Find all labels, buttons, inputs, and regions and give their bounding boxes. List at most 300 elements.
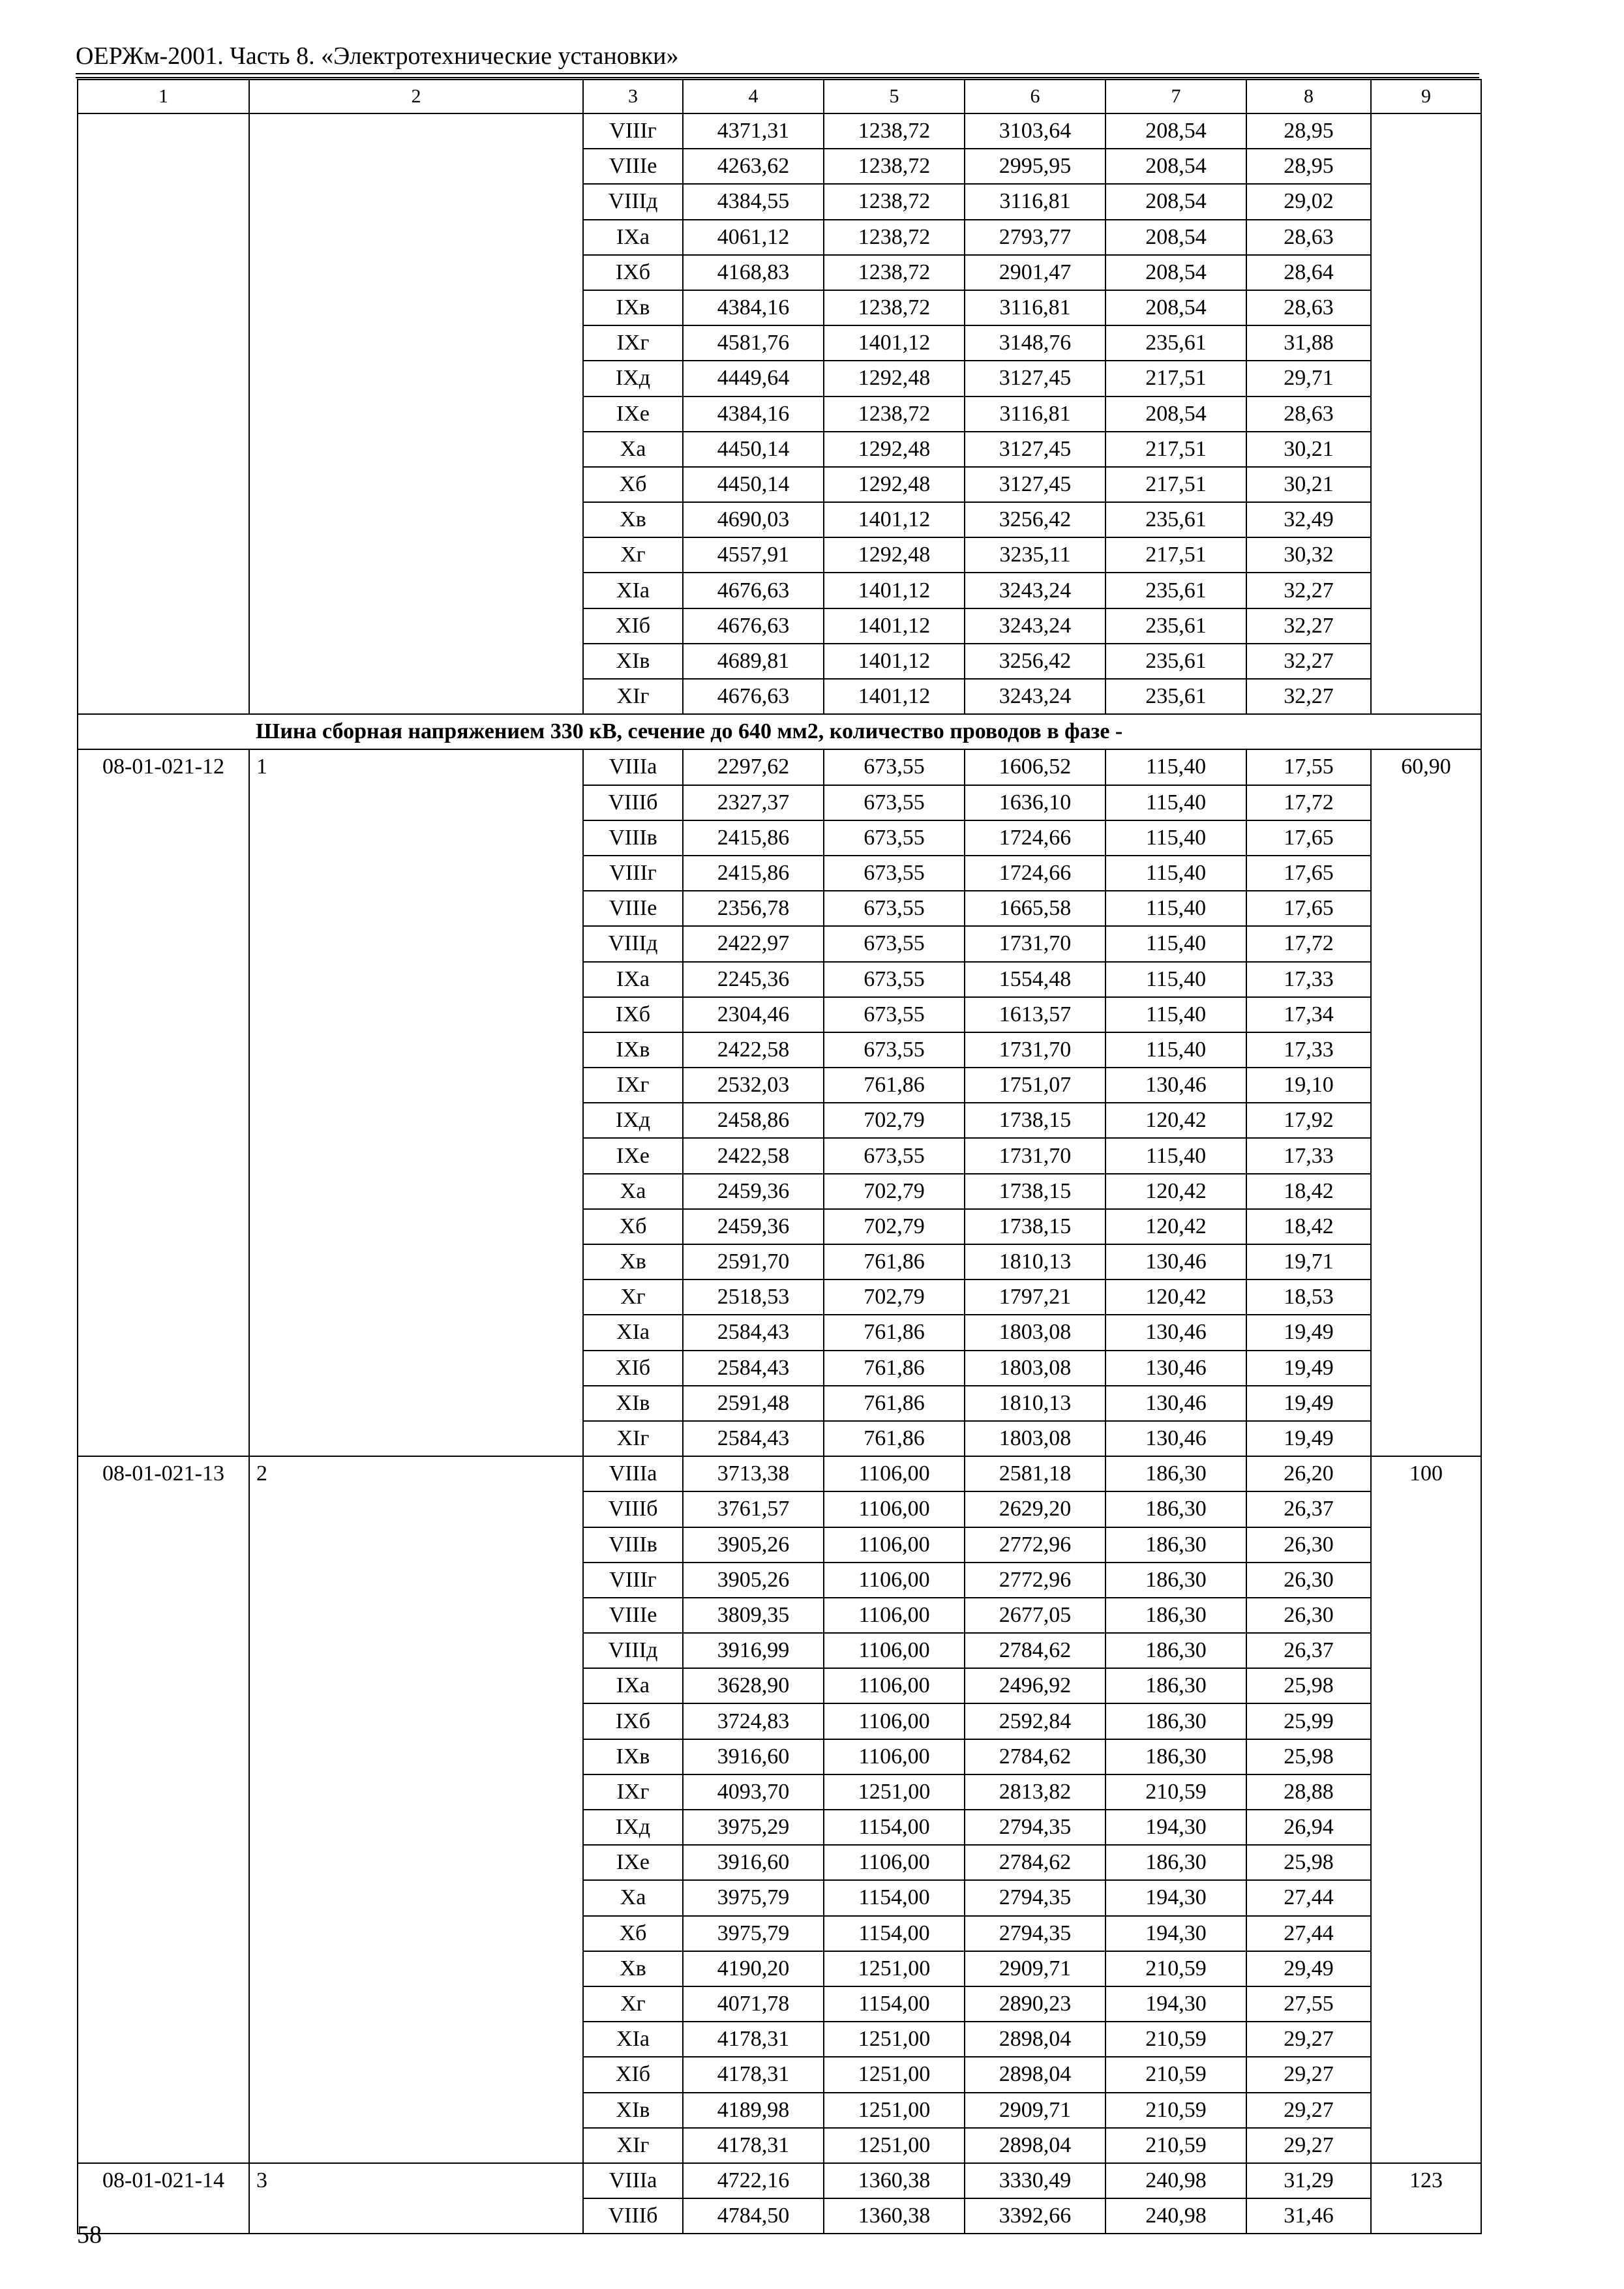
table-row bbox=[78, 1456, 1481, 1491]
value-cell-5: 1401,12 bbox=[824, 679, 965, 714]
value-cell-8: 18,42 bbox=[1246, 1174, 1371, 1209]
value-cell-4: 4690,03 bbox=[683, 502, 824, 537]
value-cell-8: 17,34 bbox=[1246, 997, 1371, 1032]
value-cell-8: 27,44 bbox=[1246, 1880, 1371, 1915]
value-cell-6: 3103,64 bbox=[965, 113, 1105, 149]
value-cell-8: 25,98 bbox=[1246, 1739, 1371, 1774]
value-cell-7: 186,30 bbox=[1105, 1703, 1246, 1739]
row-code-cell: VIIIд bbox=[583, 1633, 683, 1668]
value-cell-4: 4371,31 bbox=[683, 113, 824, 149]
value-cell-4: 3713,38 bbox=[683, 1456, 824, 1491]
value-cell-8: 26,20 bbox=[1246, 1456, 1371, 1491]
value-cell-8: 18,53 bbox=[1246, 1279, 1371, 1315]
value-cell-4: 2422,58 bbox=[683, 1138, 824, 1173]
value-cell-4: 2422,58 bbox=[683, 1032, 824, 1068]
value-cell-8: 29,27 bbox=[1246, 2022, 1371, 2057]
value-cell-5: 1106,00 bbox=[824, 1527, 965, 1563]
value-cell-4: 4061,12 bbox=[683, 220, 824, 255]
value-cell-7: 130,46 bbox=[1105, 1244, 1246, 1279]
value-cell-8: 17,65 bbox=[1246, 891, 1371, 926]
value-cell-6: 2909,71 bbox=[965, 1951, 1105, 1986]
row-code-cell: VIIIг bbox=[583, 113, 683, 149]
value-cell-4: 4450,14 bbox=[683, 432, 824, 467]
row-code-cell: VIIIб bbox=[583, 1491, 683, 1527]
value-cell-6: 3392,66 bbox=[965, 2198, 1105, 2234]
value-cell-8: 29,49 bbox=[1246, 1951, 1371, 1986]
value-cell-7: 194,30 bbox=[1105, 1986, 1246, 2022]
value-cell-5: 702,79 bbox=[824, 1174, 965, 1209]
value-cell-7: 115,40 bbox=[1105, 856, 1246, 891]
value-cell-4: 3724,83 bbox=[683, 1703, 824, 1739]
row-code-cell: IXг bbox=[583, 1068, 683, 1103]
value-cell-6: 2909,71 bbox=[965, 2093, 1105, 2128]
value-cell-8: 19,10 bbox=[1246, 1068, 1371, 1103]
value-cell-5: 673,55 bbox=[824, 749, 965, 785]
value-cell-5: 761,86 bbox=[824, 1421, 965, 1456]
value-cell-6: 2677,05 bbox=[965, 1598, 1105, 1633]
row-code-cell: VIIIa bbox=[583, 2163, 683, 2198]
header-rule-bottom bbox=[76, 77, 1479, 78]
value-cell-7: 115,40 bbox=[1105, 785, 1246, 820]
column-number: 8 bbox=[1246, 80, 1371, 113]
value-cell-6: 1731,70 bbox=[965, 926, 1105, 961]
value-cell-7: 186,30 bbox=[1105, 1491, 1246, 1527]
row-code-cell: IXг bbox=[583, 1774, 683, 1810]
value-cell-7: 217,51 bbox=[1105, 361, 1246, 396]
value-cell-4: 3975,29 bbox=[683, 1810, 824, 1845]
value-cell-8: 30,21 bbox=[1246, 467, 1371, 502]
value-cell-6: 3256,42 bbox=[965, 644, 1105, 679]
value-cell-6: 3243,24 bbox=[965, 573, 1105, 608]
value-cell-6: 1665,58 bbox=[965, 891, 1105, 926]
value-cell-5: 761,86 bbox=[824, 1386, 965, 1421]
value-cell-5: 673,55 bbox=[824, 891, 965, 926]
row-code-cell: Xв bbox=[583, 1951, 683, 1986]
value-cell-5: 1106,00 bbox=[824, 1563, 965, 1598]
value-cell-7: 208,54 bbox=[1105, 184, 1246, 219]
value-cell-6: 1724,66 bbox=[965, 856, 1105, 891]
value-cell-6: 3127,45 bbox=[965, 432, 1105, 467]
value-cell-4: 4093,70 bbox=[683, 1774, 824, 1810]
value-cell-4: 4384,16 bbox=[683, 396, 824, 432]
value-cell-8: 25,98 bbox=[1246, 1845, 1371, 1880]
value-cell-7: 208,54 bbox=[1105, 149, 1246, 184]
value-cell-5: 1360,38 bbox=[824, 2163, 965, 2198]
row-code-cell: Xв bbox=[583, 1244, 683, 1279]
value-cell-4: 3916,99 bbox=[683, 1633, 824, 1668]
value-cell-6: 1797,21 bbox=[965, 1279, 1105, 1315]
value-cell-5: 1238,72 bbox=[824, 184, 965, 219]
value-cell-8: 19,49 bbox=[1246, 1351, 1371, 1386]
value-cell-7: 217,51 bbox=[1105, 432, 1246, 467]
value-cell-6: 1738,15 bbox=[965, 1174, 1105, 1209]
value-cell-4: 2458,86 bbox=[683, 1103, 824, 1138]
value-cell-5: 1251,00 bbox=[824, 2022, 965, 2057]
value-cell-5: 673,55 bbox=[824, 962, 965, 997]
value-cell-7: 210,59 bbox=[1105, 1951, 1246, 1986]
value-cell-6: 1613,57 bbox=[965, 997, 1105, 1032]
row-code-cell: XIв bbox=[583, 644, 683, 679]
value-cell-5: 1238,72 bbox=[824, 149, 965, 184]
value-cell-6: 2581,18 bbox=[965, 1456, 1105, 1491]
value-cell-4: 2415,86 bbox=[683, 856, 824, 891]
value-cell-7: 130,46 bbox=[1105, 1421, 1246, 1456]
rate-subitem-cell: 2 bbox=[249, 1456, 583, 2163]
value-cell-6: 2629,20 bbox=[965, 1491, 1105, 1527]
row-code-cell: IXб bbox=[583, 997, 683, 1032]
value-cell-7: 115,40 bbox=[1105, 891, 1246, 926]
value-cell-7: 240,98 bbox=[1105, 2198, 1246, 2234]
value-cell-6: 3127,45 bbox=[965, 361, 1105, 396]
value-cell-8: 27,44 bbox=[1246, 1916, 1371, 1951]
value-cell-7: 186,30 bbox=[1105, 1563, 1246, 1598]
value-cell-8: 32,27 bbox=[1246, 573, 1371, 608]
value-cell-5: 1360,38 bbox=[824, 2198, 965, 2234]
value-cell-4: 2591,48 bbox=[683, 1386, 824, 1421]
row-code-cell: IXд bbox=[583, 1810, 683, 1845]
value-cell-5: 1401,12 bbox=[824, 502, 965, 537]
value-cell-6: 2784,62 bbox=[965, 1633, 1105, 1668]
value-cell-4: 4384,16 bbox=[683, 290, 824, 325]
row-code-cell: IXв bbox=[583, 290, 683, 325]
value-cell-7: 210,59 bbox=[1105, 2093, 1246, 2128]
value-cell-6: 2898,04 bbox=[965, 2057, 1105, 2092]
section-title-row bbox=[78, 714, 1481, 749]
rate-subitem-cell: 3 bbox=[249, 2163, 583, 2234]
row-code-cell: IXв bbox=[583, 1739, 683, 1774]
row-code-cell: VIIIб bbox=[583, 785, 683, 820]
value-cell-8: 29,02 bbox=[1246, 184, 1371, 219]
value-cell-5: 673,55 bbox=[824, 820, 965, 856]
rate-col9-cell: 100 bbox=[1371, 1456, 1481, 2163]
value-cell-5: 1106,00 bbox=[824, 1668, 965, 1703]
value-cell-8: 17,33 bbox=[1246, 962, 1371, 997]
value-cell-6: 1803,08 bbox=[965, 1351, 1105, 1386]
value-cell-5: 1154,00 bbox=[824, 1986, 965, 2022]
value-cell-4: 4689,81 bbox=[683, 644, 824, 679]
value-cell-8: 29,27 bbox=[1246, 2093, 1371, 2128]
value-cell-5: 702,79 bbox=[824, 1279, 965, 1315]
value-cell-4: 3916,60 bbox=[683, 1845, 824, 1880]
value-cell-4: 4178,31 bbox=[683, 2022, 824, 2057]
value-cell-6: 1636,10 bbox=[965, 785, 1105, 820]
value-cell-7: 130,46 bbox=[1105, 1315, 1246, 1350]
value-cell-7: 115,40 bbox=[1105, 1032, 1246, 1068]
value-cell-4: 2459,36 bbox=[683, 1209, 824, 1244]
value-cell-7: 115,40 bbox=[1105, 997, 1246, 1032]
value-cell-7: 120,42 bbox=[1105, 1103, 1246, 1138]
value-cell-7: 186,30 bbox=[1105, 1739, 1246, 1774]
value-cell-7: 130,46 bbox=[1105, 1386, 1246, 1421]
value-cell-4: 2584,43 bbox=[683, 1315, 824, 1350]
row-code-cell: VIIIв bbox=[583, 820, 683, 856]
value-cell-4: 3975,79 bbox=[683, 1916, 824, 1951]
value-cell-7: 115,40 bbox=[1105, 820, 1246, 856]
row-code-cell: Xв bbox=[583, 502, 683, 537]
row-code-cell: IXe bbox=[583, 1138, 683, 1173]
value-cell-7: 210,59 bbox=[1105, 1774, 1246, 1810]
value-cell-6: 1554,48 bbox=[965, 962, 1105, 997]
value-cell-5: 1251,00 bbox=[824, 1951, 965, 1986]
value-cell-7: 208,54 bbox=[1105, 220, 1246, 255]
row-code-cell: Xб bbox=[583, 1916, 683, 1951]
value-cell-4: 4263,62 bbox=[683, 149, 824, 184]
row-code-cell: VIIIa bbox=[583, 1456, 683, 1491]
value-cell-5: 1154,00 bbox=[824, 1916, 965, 1951]
value-cell-5: 1401,12 bbox=[824, 608, 965, 644]
value-cell-5: 1238,72 bbox=[824, 396, 965, 432]
value-cell-4: 2297,62 bbox=[683, 749, 824, 785]
row-code-cell: Xa bbox=[583, 1174, 683, 1209]
value-cell-8: 17,65 bbox=[1246, 856, 1371, 891]
value-cell-8: 30,21 bbox=[1246, 432, 1371, 467]
value-cell-8: 28,95 bbox=[1246, 113, 1371, 149]
row-code-cell: XIa bbox=[583, 2022, 683, 2057]
value-cell-8: 17,72 bbox=[1246, 926, 1371, 961]
row-code-cell: Xб bbox=[583, 467, 683, 502]
value-cell-6: 2592,84 bbox=[965, 1703, 1105, 1739]
value-cell-8: 28,88 bbox=[1246, 1774, 1371, 1810]
value-cell-7: 186,30 bbox=[1105, 1668, 1246, 1703]
value-cell-7: 186,30 bbox=[1105, 1456, 1246, 1491]
row-code-cell: VIIIe bbox=[583, 149, 683, 184]
value-cell-8: 28,64 bbox=[1246, 255, 1371, 290]
value-cell-7: 235,61 bbox=[1105, 573, 1246, 608]
value-cell-4: 4676,63 bbox=[683, 608, 824, 644]
value-cell-4: 4449,64 bbox=[683, 361, 824, 396]
row-code-cell: IXд bbox=[583, 361, 683, 396]
value-cell-6: 1606,52 bbox=[965, 749, 1105, 785]
value-cell-7: 217,51 bbox=[1105, 467, 1246, 502]
table-row bbox=[78, 113, 1481, 149]
value-cell-4: 3916,60 bbox=[683, 1739, 824, 1774]
value-cell-6: 2813,82 bbox=[965, 1774, 1105, 1810]
value-cell-8: 32,27 bbox=[1246, 644, 1371, 679]
value-cell-4: 4384,55 bbox=[683, 184, 824, 219]
value-cell-4: 4676,63 bbox=[683, 679, 824, 714]
value-cell-5: 673,55 bbox=[824, 997, 965, 1032]
value-cell-5: 1106,00 bbox=[824, 1491, 965, 1527]
value-cell-6: 1810,13 bbox=[965, 1244, 1105, 1279]
value-cell-4: 2584,43 bbox=[683, 1421, 824, 1456]
value-cell-6: 1751,07 bbox=[965, 1068, 1105, 1103]
value-cell-4: 3975,79 bbox=[683, 1880, 824, 1915]
value-cell-8: 25,98 bbox=[1246, 1668, 1371, 1703]
value-cell-7: 194,30 bbox=[1105, 1810, 1246, 1845]
value-cell-4: 3905,26 bbox=[683, 1563, 824, 1598]
value-cell-6: 3243,24 bbox=[965, 608, 1105, 644]
row-code-cell: VIIIд bbox=[583, 184, 683, 219]
value-cell-6: 3116,81 bbox=[965, 184, 1105, 219]
row-code-cell: IXe bbox=[583, 396, 683, 432]
value-cell-8: 26,30 bbox=[1246, 1598, 1371, 1633]
value-cell-5: 1154,00 bbox=[824, 1810, 965, 1845]
value-cell-4: 4581,76 bbox=[683, 325, 824, 361]
row-code-cell: XIa bbox=[583, 573, 683, 608]
row-code-cell: VIIIг bbox=[583, 856, 683, 891]
header-rule-top bbox=[76, 73, 1479, 74]
value-cell-8: 28,63 bbox=[1246, 396, 1371, 432]
price-table bbox=[77, 79, 1482, 2234]
row-code-cell: XIв bbox=[583, 1386, 683, 1421]
row-code-cell: XIг bbox=[583, 679, 683, 714]
column-number: 5 bbox=[824, 80, 965, 113]
value-cell-4: 2532,03 bbox=[683, 1068, 824, 1103]
value-cell-5: 1106,00 bbox=[824, 1703, 965, 1739]
row-code-cell: Xг bbox=[583, 1279, 683, 1315]
value-cell-7: 120,42 bbox=[1105, 1174, 1246, 1209]
value-cell-4: 2356,78 bbox=[683, 891, 824, 926]
value-cell-7: 210,59 bbox=[1105, 2128, 1246, 2163]
row-code-cell: VIIIв bbox=[583, 1527, 683, 1563]
section-title: Шина сборная напряжением 330 кВ, сечение до 640 мм2, количество проводов в фазе - bbox=[78, 714, 1481, 749]
value-cell-5: 1292,48 bbox=[824, 432, 965, 467]
row-code-cell: Xб bbox=[583, 1209, 683, 1244]
value-cell-8: 32,27 bbox=[1246, 679, 1371, 714]
value-cell-8: 26,30 bbox=[1246, 1527, 1371, 1563]
value-cell-7: 210,59 bbox=[1105, 2057, 1246, 2092]
value-cell-8: 18,42 bbox=[1246, 1209, 1371, 1244]
row-code-cell: Xг bbox=[583, 1986, 683, 2022]
value-cell-8: 26,94 bbox=[1246, 1810, 1371, 1845]
code-cell-empty bbox=[78, 113, 249, 714]
value-cell-4: 4722,16 bbox=[683, 2163, 824, 2198]
value-cell-6: 3116,81 bbox=[965, 396, 1105, 432]
value-cell-8: 17,33 bbox=[1246, 1032, 1371, 1068]
value-cell-7: 120,42 bbox=[1105, 1279, 1246, 1315]
value-cell-4: 3905,26 bbox=[683, 1527, 824, 1563]
value-cell-6: 2890,23 bbox=[965, 1986, 1105, 2022]
value-cell-5: 1251,00 bbox=[824, 1774, 965, 1810]
value-cell-7: 235,61 bbox=[1105, 679, 1246, 714]
value-cell-6: 3127,45 bbox=[965, 467, 1105, 502]
row-code-cell: XIб bbox=[583, 608, 683, 644]
value-cell-8: 17,92 bbox=[1246, 1103, 1371, 1138]
row-code-cell: Xa bbox=[583, 432, 683, 467]
column-number: 3 bbox=[583, 80, 683, 113]
value-cell-6: 2794,35 bbox=[965, 1916, 1105, 1951]
value-cell-4: 2591,70 bbox=[683, 1244, 824, 1279]
value-cell-4: 2584,43 bbox=[683, 1351, 824, 1386]
value-cell-4: 2245,36 bbox=[683, 962, 824, 997]
value-cell-6: 3330,49 bbox=[965, 2163, 1105, 2198]
value-cell-7: 186,30 bbox=[1105, 1845, 1246, 1880]
value-cell-6: 2898,04 bbox=[965, 2022, 1105, 2057]
row-code-cell: IXд bbox=[583, 1103, 683, 1138]
value-cell-5: 1238,72 bbox=[824, 290, 965, 325]
value-cell-8: 28,95 bbox=[1246, 149, 1371, 184]
value-cell-5: 1292,48 bbox=[824, 467, 965, 502]
page-number: 58 bbox=[77, 2221, 102, 2249]
rate-col9-cell: 123 bbox=[1371, 2163, 1481, 2234]
value-cell-7: 186,30 bbox=[1105, 1633, 1246, 1668]
row-code-cell: XIг bbox=[583, 2128, 683, 2163]
column-number: 4 bbox=[683, 80, 824, 113]
value-cell-8: 31,46 bbox=[1246, 2198, 1371, 2234]
value-cell-5: 1106,00 bbox=[824, 1598, 965, 1633]
value-cell-5: 761,86 bbox=[824, 1315, 965, 1350]
column-number: 6 bbox=[965, 80, 1105, 113]
value-cell-8: 28,63 bbox=[1246, 290, 1371, 325]
rate-code-cell: 08-01-021-12 bbox=[78, 749, 249, 1456]
value-cell-7: 194,30 bbox=[1105, 1880, 1246, 1915]
row-code-cell: VIIIд bbox=[583, 926, 683, 961]
value-cell-8: 26,30 bbox=[1246, 1563, 1371, 1598]
value-cell-8: 31,29 bbox=[1246, 2163, 1371, 2198]
column-number: 2 bbox=[249, 80, 583, 113]
value-cell-5: 1251,00 bbox=[824, 2128, 965, 2163]
value-cell-8: 17,55 bbox=[1246, 749, 1371, 785]
rate-col9-cell: 60,90 bbox=[1371, 749, 1481, 1456]
row-code-cell: Xг bbox=[583, 537, 683, 573]
value-cell-4: 4450,14 bbox=[683, 467, 824, 502]
value-cell-5: 1401,12 bbox=[824, 573, 965, 608]
value-cell-5: 1251,00 bbox=[824, 2093, 965, 2128]
value-cell-5: 1106,00 bbox=[824, 1739, 965, 1774]
sub-cell-empty bbox=[249, 113, 583, 714]
value-cell-5: 673,55 bbox=[824, 926, 965, 961]
row-code-cell: VIIIб bbox=[583, 2198, 683, 2234]
value-cell-6: 1803,08 bbox=[965, 1421, 1105, 1456]
value-cell-4: 4784,50 bbox=[683, 2198, 824, 2234]
value-cell-4: 2327,37 bbox=[683, 785, 824, 820]
value-cell-8: 27,55 bbox=[1246, 1986, 1371, 2022]
value-cell-6: 1731,70 bbox=[965, 1032, 1105, 1068]
row-code-cell: VIIIa bbox=[583, 749, 683, 785]
value-cell-5: 1154,00 bbox=[824, 1880, 965, 1915]
value-cell-7: 235,61 bbox=[1105, 502, 1246, 537]
value-cell-6: 1738,15 bbox=[965, 1209, 1105, 1244]
column-number: 9 bbox=[1371, 80, 1481, 113]
value-cell-5: 1251,00 bbox=[824, 2057, 965, 2092]
value-cell-7: 120,42 bbox=[1105, 1209, 1246, 1244]
row-code-cell: VIIIг bbox=[583, 1563, 683, 1598]
value-cell-7: 235,61 bbox=[1105, 644, 1246, 679]
row-code-cell: XIб bbox=[583, 2057, 683, 2092]
rate-code-cell: 08-01-021-13 bbox=[78, 1456, 249, 2163]
value-cell-8: 25,99 bbox=[1246, 1703, 1371, 1739]
table-body bbox=[78, 113, 1481, 2234]
value-cell-8: 29,27 bbox=[1246, 2128, 1371, 2163]
value-cell-4: 3628,90 bbox=[683, 1668, 824, 1703]
row-code-cell: IXa bbox=[583, 962, 683, 997]
value-cell-5: 1238,72 bbox=[824, 113, 965, 149]
value-cell-6: 2898,04 bbox=[965, 2128, 1105, 2163]
value-cell-7: 208,54 bbox=[1105, 255, 1246, 290]
value-cell-5: 1401,12 bbox=[824, 325, 965, 361]
value-cell-4: 3761,57 bbox=[683, 1491, 824, 1527]
row-code-cell: VIIIe bbox=[583, 891, 683, 926]
value-cell-4: 4168,83 bbox=[683, 255, 824, 290]
value-cell-5: 673,55 bbox=[824, 785, 965, 820]
value-cell-6: 2784,62 bbox=[965, 1845, 1105, 1880]
value-cell-8: 17,72 bbox=[1246, 785, 1371, 820]
value-cell-4: 2422,97 bbox=[683, 926, 824, 961]
value-cell-6: 2496,92 bbox=[965, 1668, 1105, 1703]
row-code-cell: IXб bbox=[583, 255, 683, 290]
value-cell-8: 31,88 bbox=[1246, 325, 1371, 361]
value-cell-7: 186,30 bbox=[1105, 1527, 1246, 1563]
row-code-cell: VIIIe bbox=[583, 1598, 683, 1633]
value-cell-8: 19,49 bbox=[1246, 1315, 1371, 1350]
value-cell-6: 3235,11 bbox=[965, 537, 1105, 573]
value-cell-8: 17,65 bbox=[1246, 820, 1371, 856]
value-cell-5: 1292,48 bbox=[824, 361, 965, 396]
value-cell-5: 1292,48 bbox=[824, 537, 965, 573]
value-cell-7: 240,98 bbox=[1105, 2163, 1246, 2198]
row-code-cell: IXб bbox=[583, 1703, 683, 1739]
value-cell-5: 673,55 bbox=[824, 1032, 965, 1068]
